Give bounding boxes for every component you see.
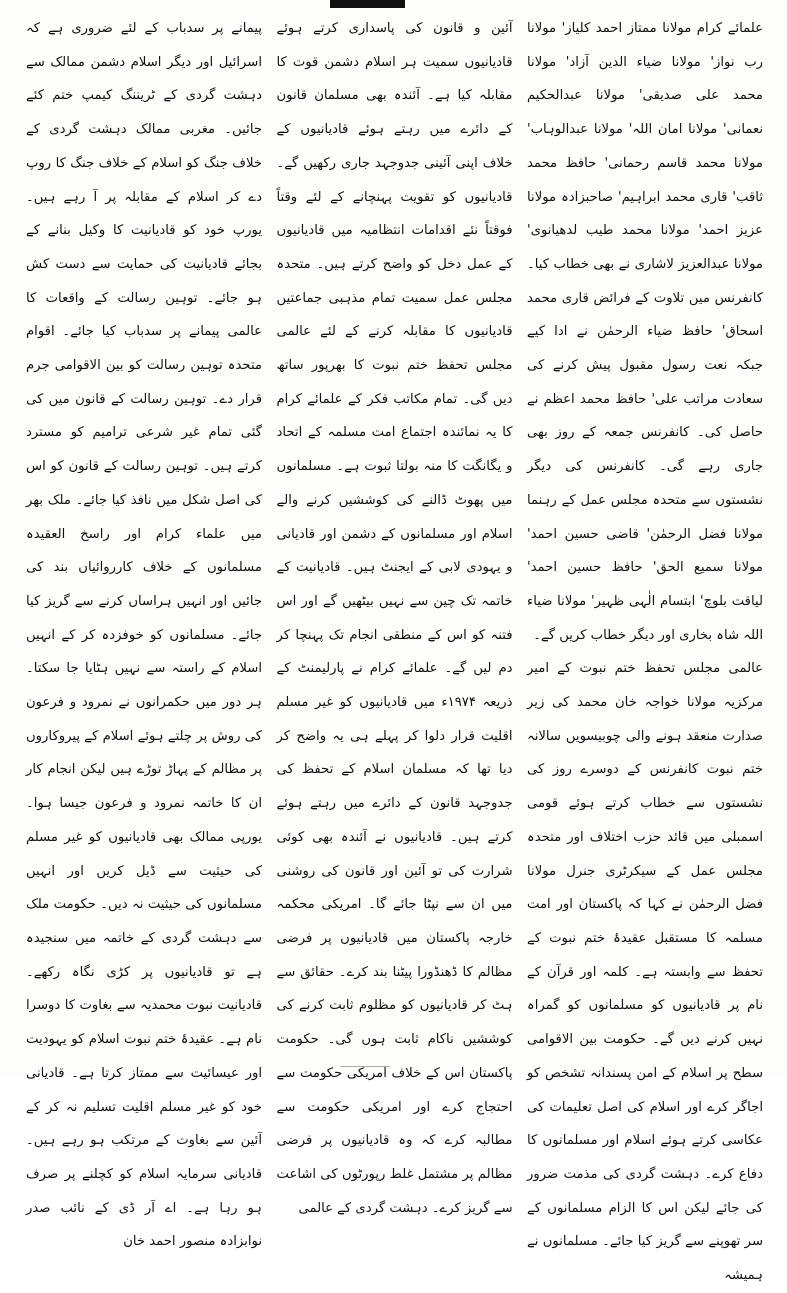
column-middle-paragraph-1: آئین و قانون کی پاسداری کرتے ہوئے قادیانیوں سمیت ہر اسلام دشمن قوت کا مقابلہ کیا ہے۔ آئندہ بھی مسلمان قانون کے دائرے میں رہتے ہوئے قادیانیوں کے خلاف اپنی آئینی جدوجہد جاری رکھیں گے۔ قادیانیوں کو تقویت پہنچانے کے لئے وقتاً فوقتاً نئے اقدامات انتظامیہ میں قادیانیوں کے عمل دخل کو واضح کرتے ہیں۔ متحدہ مجلس عمل سمیت تمام مذہبی جماعتیں قادیانیوں کا مقابلہ کرنے کے لئے عالمی مجلس تحفظ ختم نبوت کا بھرپور ساتھ دیں گی۔ تمام مکاتب فکر کے علمائے کرام کا یہ نمائندہ اجتماع امت مسلمہ کے اتحاد و یگانگت کا منہ بولتا ثبوت ہے۔ مسلمانوں میں پھوٹ ڈالنے کی کوششیں کرنے والے اسلام اور مسلمانوں کے دشمن اور قادیانی و یہودی لابی کے ایجنٹ ہیں۔ قادیانیت کے خاتمہ تک چین سے نہیں بیٹھیں گے اور اس فتنہ کو اس کے منطقی انجام تک پہنچا کر دم لیں گے۔ علمائے کرام نے پارلیمنٹ کے ذریعہ ۱۹۷۴ء میں قادیانیوں کو غیر مسلم اقلیت قرار دلوا کر پہلے ہی یہ واضح کر دیا تھا کہ مسلمان اسلام کے تحفظ کی جدوجہد قانون کے دائرے میں رہتے ہوئے کرتے ہیں۔ قادیانیوں نے آئندہ بھی کوئی شرارت کی تو آئین اور قانون کی روشنی میں ان سے نپٹا جائے گا۔ امریکی محکمہ خارجہ پاکستان میں قادیانیوں پر فرضی مظالم کا ڈھنڈورا پیٹنا بند کرے۔ حقائق سے ہٹ کر قادیانیوں کو مظلوم ثابت کرنے کی کوششیں ناکام ثابت ہوں گی۔ حکومت پاکستان اس کے خلاف امریکی حکومت سے احتجاج کرے اور امریکی حکومت سے مطالبہ کرے کہ وہ قادیانیوں پر فرضی مظالم پر مشتمل غلط رپورٹوں کی اشاعت سے گریز کرے۔ دہشت گردی کے عالمی <box>276 21 513 1216</box>
column-left-paragraph-1: پیمانے پر سدباب کے لئے ضروری ہے کہ اسرائیل اور دیگر اسلام دشمن ممالک سے دہشت گردی کے ٹریننگ کیمپ ختم کئے جائیں۔ مغربی ممالک دہشت گردی کے خلاف جنگ کو اسلام کے خلاف جنگ کا روپ دے کر اسلام کے مقابلہ پر آ رہے ہیں۔ یورپ خود کو قادیانیت کا وکیل بنانے کے بجائے قادیانیت کی حمایت سے دست کش ہو جائے۔ توہین رسالت کے واقعات کا عالمی پیمانے پر سدباب کیا جائے۔ اقوام متحدہ توہین رسالت کو بین الاقوامی جرم قرار دے۔ توہین رسالت کے قانون میں کی گئی تمام غیر شرعی ترامیم کو مسترد کرتے ہیں۔ توہین رسالت کے قانون کو اس کی اصل شکل میں نافذ کیا جائے۔ ملک بھر میں علماء کرام اور راسخ العقیدہ مسلمانوں کے خلاف کارروائیاں بند کی جائیں اور انہیں ہراساں کرنے سے گریز کیا جائے۔ مسلمانوں کو خوفزدہ کر کے انہیں اسلام کے راستہ سے نہیں ہٹایا جا سکتا۔ ہر دور میں حکمرانوں نے نمرود و فرعون کی روش پر چلتے ہوئے اسلام کے پیروکاروں پر مظالم کے پہاڑ توڑے ہیں لیکن انجام کار ان کا خاتمہ نمرود و فرعون جیسا ہوا۔ یورپی ممالک بھی قادیانیوں کو غیر مسلم کی حیثیت سے ڈیل کریں اور انہیں مسلمانوں کی حیثیت نہ دیں۔ حکومت ملک سے دہشت گردی کے خاتمہ میں سنجیدہ ہے تو قادیانیوں پر کڑی نگاہ رکھے۔ قادیانیت نبوت محمدیہ سے بغاوت کا دوسرا نام ہے۔ عقیدۂ ختم نبوت اسلام کو یہودیت اور عیسائیت سے ممتاز کرتا ہے۔ قادیانی خود کو غیر مسلم اقلیت تسلیم نہ کر کے آئین سے بغاوت کے مرتکب ہو رہے ہیں۔ قادیانی سرمایہ اسلام کو کچلنے پر صرف ہو رہا ہے۔ اے آر ڈی کے نائب صدر نوابزادہ منصور احمد خان <box>26 21 262 1250</box>
page-footer-mark <box>340 1066 390 1075</box>
column-middle <box>276 12 513 1216</box>
column-left <box>26 12 262 1250</box>
column-right <box>527 12 763 1284</box>
column-right-paragraph-1: علمائے کرام مولانا ممتاز احمد کلیاز' مولانا رب نواز' مولانا ضیاء الدین آزاد' مولانا محمد علی صدیقی' مولانا عبدالحکیم نعمانی' مولانا امان اللہ' مولانا عبدالوہاب' مولانا محمد قاسم رحمانی' حافظ محمد ثاقب' قاری محمد ابراہیم' صاحبزادہ مولانا عزیز احمد' مولانا محمد طیب لدھیانوی' مولانا عبدالعزیز لاشاری نے بھی خطاب کیا۔ کانفرنس میں تلاوت کے فرائض قاری محمد اسحاق' حافظ ضیاء الرحمٰن نے ادا کیے جبکہ نعت رسول مقبول پیش کرنے کی سعادت مراتب علی' حافظ محمد اعظم نے حاصل کی۔ کانفرنس جمعہ کے روز بھی جاری رہے گی۔ کانفرنس کی دیگر نشستوں سے متحدہ مجلس عمل کے رہنما مولانا فضل الرحمٰن' قاضی حسین احمد' مولانا سمیع الحق' حافظ حسین احمد' لیاقت بلوچ' ابتسام الٰہی ظہیر' مولانا ضیاء اللہ شاہ بخاری اور دیگر خطاب کریں گے۔ <box>527 21 763 643</box>
article-columns <box>26 12 763 1284</box>
page-header-rule <box>330 0 405 8</box>
column-right-paragraph-2: عالمی مجلس تحفظ ختم نبوت کے امیر مرکزیہ مولانا خواجہ خان محمد کی زیر صدارت منعقد ہونے والی چوبیسویں سالانہ ختم نبوت کانفرنس کے دوسرے روز کی نشستوں سے خطاب کرتے ہوئے قومی اسمبلی میں قائد حزب اختلاف اور متحدہ مجلس عمل کے سیکرٹری جنرل مولانا فضل الرحمٰن نے کہا کہ پاکستان اور امت مسلمہ کا مستقبل عقیدۂ ختم نبوت کے تحفظ سے وابستہ ہے۔ کلمہ اور قرآن کے نام پر قادیانیوں کو مسلمانوں کو گمراہ نہیں کرنے دیں گے۔ حکومت بین الاقوامی سطح پر اسلام کے امن پسندانہ تشخص کو اجاگر کرے اور اسلام کی اصل تعلیمات کی عکاسی کرتے ہوئے اسلام اور مسلمانوں کا دفاع کرے۔ دہشت گردی کی مذمت ضرور کی جائے لیکن اس کا الزام مسلمانوں کے سر تھوپنے سے گریز کیا جائے۔ مسلمانوں نے ہمیشہ <box>527 661 763 1284</box>
